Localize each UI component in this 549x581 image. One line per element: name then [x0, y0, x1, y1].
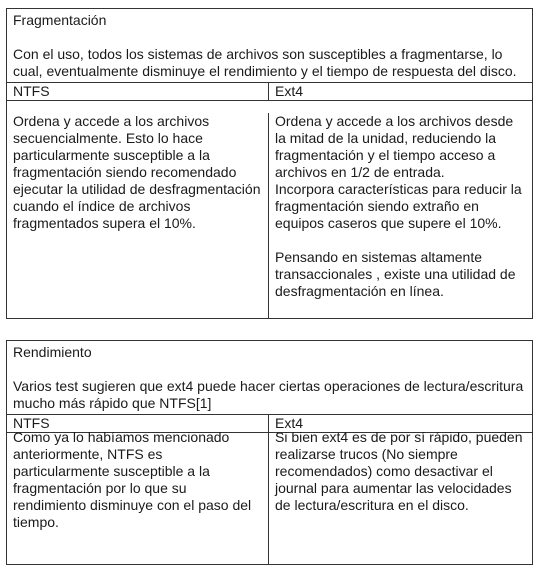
performance-table	[6, 340, 533, 565]
ntfs-cell	[7, 113, 269, 318]
section-title: Fragmentación	[13, 12, 107, 28]
fragmentation-table	[6, 8, 533, 319]
column-header-ext4: Ext4	[275, 83, 304, 99]
table-header	[7, 9, 532, 83]
ext4-description-3: Pensando en sistemas altamente transaccionales , existe una utilidad de desfragmentación en línea.	[275, 249, 516, 299]
column-header-ntfs: NTFS	[13, 83, 50, 99]
ext4-description-2: Incorpora características para reducir la fragmentación siendo extraño en equipos caseros que supere el 10%.	[275, 181, 522, 231]
ntfs-description: Como ya lo habíamos mencionado anteriormente, NTFS es particularmente susceptible a la fragmentación por lo que su rendimiento disminuye con el paso del tiempo.	[13, 429, 252, 530]
column-header-ext4: Ext4	[275, 415, 304, 431]
ntfs-cell	[7, 429, 269, 564]
ext4-description: Si bien ext4 es de por sí rápido, pueden realizarse trucos (No siempre recomendados) como desactivar el journal para aumentar las velocidades de lectura/escritura en el disco.	[275, 429, 523, 513]
ext4-cell	[269, 429, 532, 564]
column-header-ntfs: NTFS	[13, 415, 50, 431]
table-body	[7, 113, 532, 318]
section-intro: Varios test sugieren que ext4 puede hacer ciertas operaciones de lectura/escritura mucho más rápido que NTFS[1]	[13, 378, 524, 411]
section-intro: Con el uso, todos los sistemas de archivos son susceptibles a fragmentarse, lo cual, eventualmente disminuye el rendimiento y el tiempo de respuesta del disco.	[13, 46, 517, 79]
table-header	[7, 341, 532, 415]
column-headers	[7, 83, 532, 101]
ext4-cell	[269, 113, 532, 318]
section-title: Rendimiento	[13, 344, 92, 360]
ntfs-description: Ordena y accede a los archivos secuencialmente. Esto lo hace particularmente susceptible a la fragmentación siendo recomendado ejecutar la utilidad de desfragmentación cuando el índice de archivos fragmentados supera el 10%.	[13, 113, 261, 231]
table-body	[7, 429, 532, 564]
ext4-description-1: Ordena y accede a los archivos desde la mitad de la unidad, reduciendo la fragmentación y el tiempo acceso a archivos en 1/2 de entrada.	[275, 113, 514, 180]
